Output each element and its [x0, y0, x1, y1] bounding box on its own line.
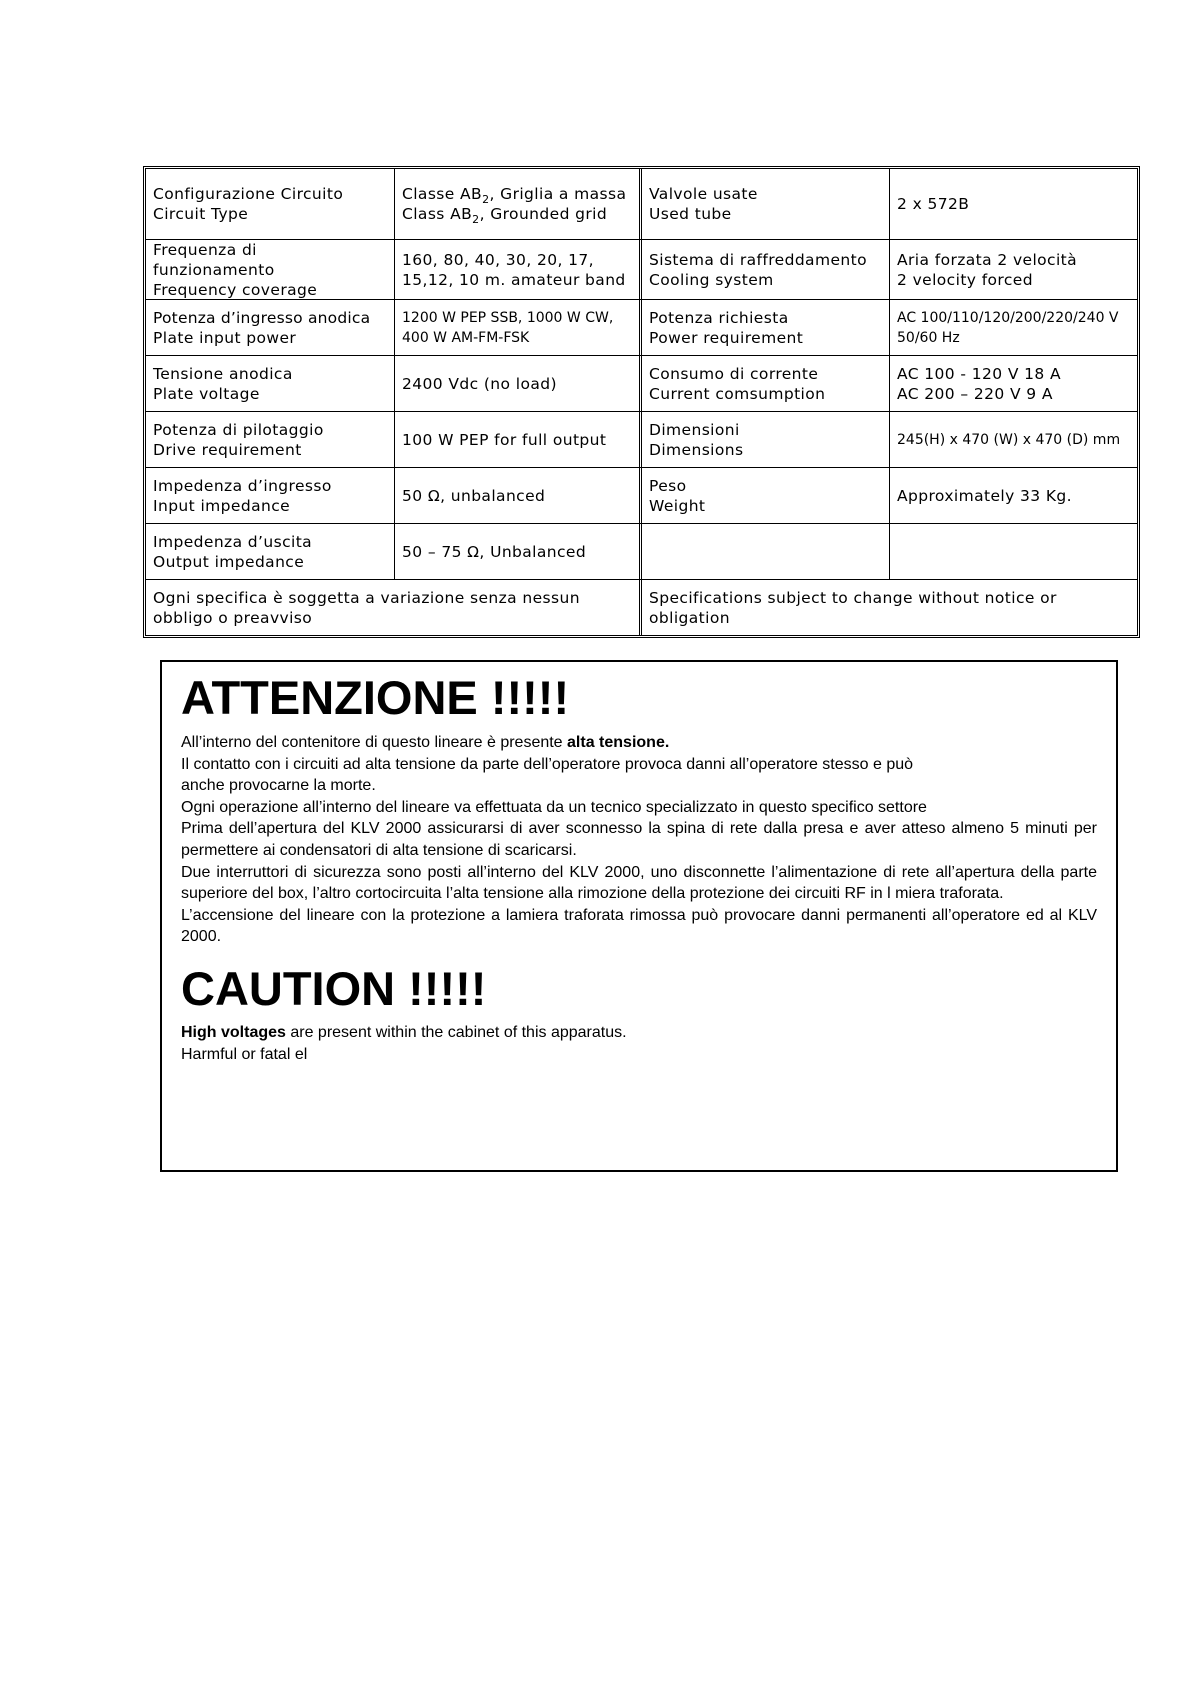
label-it: Peso [649, 476, 687, 495]
spec-value: 50 Ω, unbalanced [395, 468, 642, 523]
label-en: Used tube [649, 205, 732, 223]
label-it: Frequenza di funzionamento [153, 240, 275, 279]
label-en: Circuit Type [153, 205, 249, 223]
spec-value: Approximately 33 Kg. [897, 486, 1072, 505]
label-en: Drive requirement [153, 440, 302, 459]
specifications-table [143, 166, 1140, 638]
label-en: Cooling system [649, 270, 774, 289]
value-line-it: Classe $AB_2$, Griglia a massa [402, 185, 627, 207]
spec-value: AC 100/110/120/200/220/240 V 50/60 Hz [897, 309, 1119, 346]
spec-label [642, 169, 890, 239]
warning-paragraph: All’interno del contenitore di questo lineare è presente alta tensione. [181, 734, 670, 751]
value-line-en: Class $AB_2$, Grounded grid [402, 205, 608, 227]
spec-label [146, 356, 395, 411]
label-en: Power requirement [649, 328, 804, 347]
table-row [146, 239, 1137, 299]
table-footer-row [146, 579, 1137, 635]
spec-value: 50 – 75 Ω, Unbalanced [395, 524, 642, 579]
label-it: Valvole usate [649, 185, 758, 203]
caution-paragraph: High voltages are present within the cabinet of this apparatus. [181, 1023, 627, 1041]
spec-label [146, 240, 395, 299]
table-row [146, 355, 1137, 411]
label-it: Tensione anodica [153, 364, 293, 383]
label-it: Dimensioni [649, 420, 740, 439]
spec-value: 160, 80, 40, 30, 20, 17, 15,12, 10 m. amateur band [395, 240, 642, 299]
warning-paragraph: Due interruttori di sicurezza sono posti all’interno del KLV 2000, uno disconnette l’alimentazione di rete all’apertura della parte superiore del box, l’altro cortocircuita l’alta tensione alla rimozione della protezione dei circuiti RF in l miera traforata. [181, 863, 1097, 903]
warning-box [160, 660, 1118, 1172]
spec-label [146, 412, 395, 467]
label-it: Potenza richiesta [649, 308, 789, 327]
attenzione-heading: ATTENZIONE !!!!! [181, 671, 570, 724]
spec-value [395, 169, 642, 239]
table-row [146, 523, 1137, 579]
label-en: Dimensions [649, 440, 744, 459]
spec-label [642, 356, 890, 411]
spec-value: 2400 Vdc (no load) [395, 356, 642, 411]
empty-cell [890, 524, 1137, 579]
spec-value: Aria forzata 2 velocità 2 velocity forced [897, 250, 1078, 289]
label-it: Impedenza d’ingresso [153, 476, 332, 495]
table-row [146, 169, 1137, 239]
spec-label [146, 524, 395, 579]
label-en: Plate voltage [153, 384, 260, 403]
spec-value: AC 100 - 120 V 18 A AC 200 – 220 V 9 A [897, 364, 1062, 403]
caution-paragraph: Harmful or fatal el [181, 1045, 308, 1063]
spec-label [642, 240, 890, 299]
label-en: Current comsumption [649, 384, 826, 403]
spec-label [146, 169, 395, 239]
table-row [146, 299, 1137, 355]
spec-label [642, 300, 890, 355]
label-en: Plate input power [153, 328, 297, 347]
warning-paragraph: L’accensione del lineare con la protezione a lamiera traforata rimossa può provocare danni permanenti all’operatore ed al KLV 2000. [181, 906, 1097, 946]
label-it: Potenza d’ingresso anodica [153, 308, 371, 327]
table-row [146, 467, 1137, 523]
spec-label [642, 468, 890, 523]
spec-value: 1200 W PEP SSB, 1000 W CW, 400 W AM-FM-FSK [395, 300, 642, 355]
label-en: Weight [649, 496, 706, 515]
label-en: Frequency coverage [153, 280, 318, 299]
caution-heading: CAUTION !!!!! [181, 961, 487, 1015]
spec-value: 2 x 572B [897, 195, 970, 213]
disclaimer-it: Ogni specifica è soggetta a variazione senza nessun obbligo o preavviso [146, 580, 642, 635]
label-en: Input impedance [153, 496, 291, 515]
label-it: Potenza di pilotaggio [153, 420, 324, 439]
label-it: Sistema di raffreddamento [649, 250, 867, 269]
label-it: Consumo di corrente [649, 364, 819, 383]
label-it: Impedenza d’uscita [153, 532, 313, 551]
spec-label [146, 468, 395, 523]
spec-value: 245(H) x 470 (W) x 470 (D) mm [897, 431, 1121, 448]
disclaimer-en: Specifications subject to change without notice or obligation [649, 588, 1057, 627]
warning-paragraph: Il contatto con i circuiti ad alta tensione da parte dell’operatore provoca danni all’operatore stesso e può [181, 755, 914, 773]
warning-paragraph: anche provocarne la morte. [181, 777, 376, 795]
warning-paragraph: Ogni operazione all’interno del lineare va effettuata da un tecnico specializzato in questo specifico settore [181, 798, 927, 816]
label-it: Configurazione Circuito [153, 185, 344, 203]
warning-paragraph: Prima dell’apertura del KLV 2000 assicurarsi di aver sconnesso la spina di rete dalla presa e aver atteso almeno 5 minuti per permettere ai condensatori di alta tensione di scaricarsi. [181, 820, 1097, 859]
spec-label [642, 412, 890, 467]
spec-value: 100 W PEP for full output [395, 412, 642, 467]
table-row [146, 411, 1137, 467]
empty-cell [642, 524, 890, 579]
spec-label [146, 300, 395, 355]
label-en: Output impedance [153, 552, 305, 571]
